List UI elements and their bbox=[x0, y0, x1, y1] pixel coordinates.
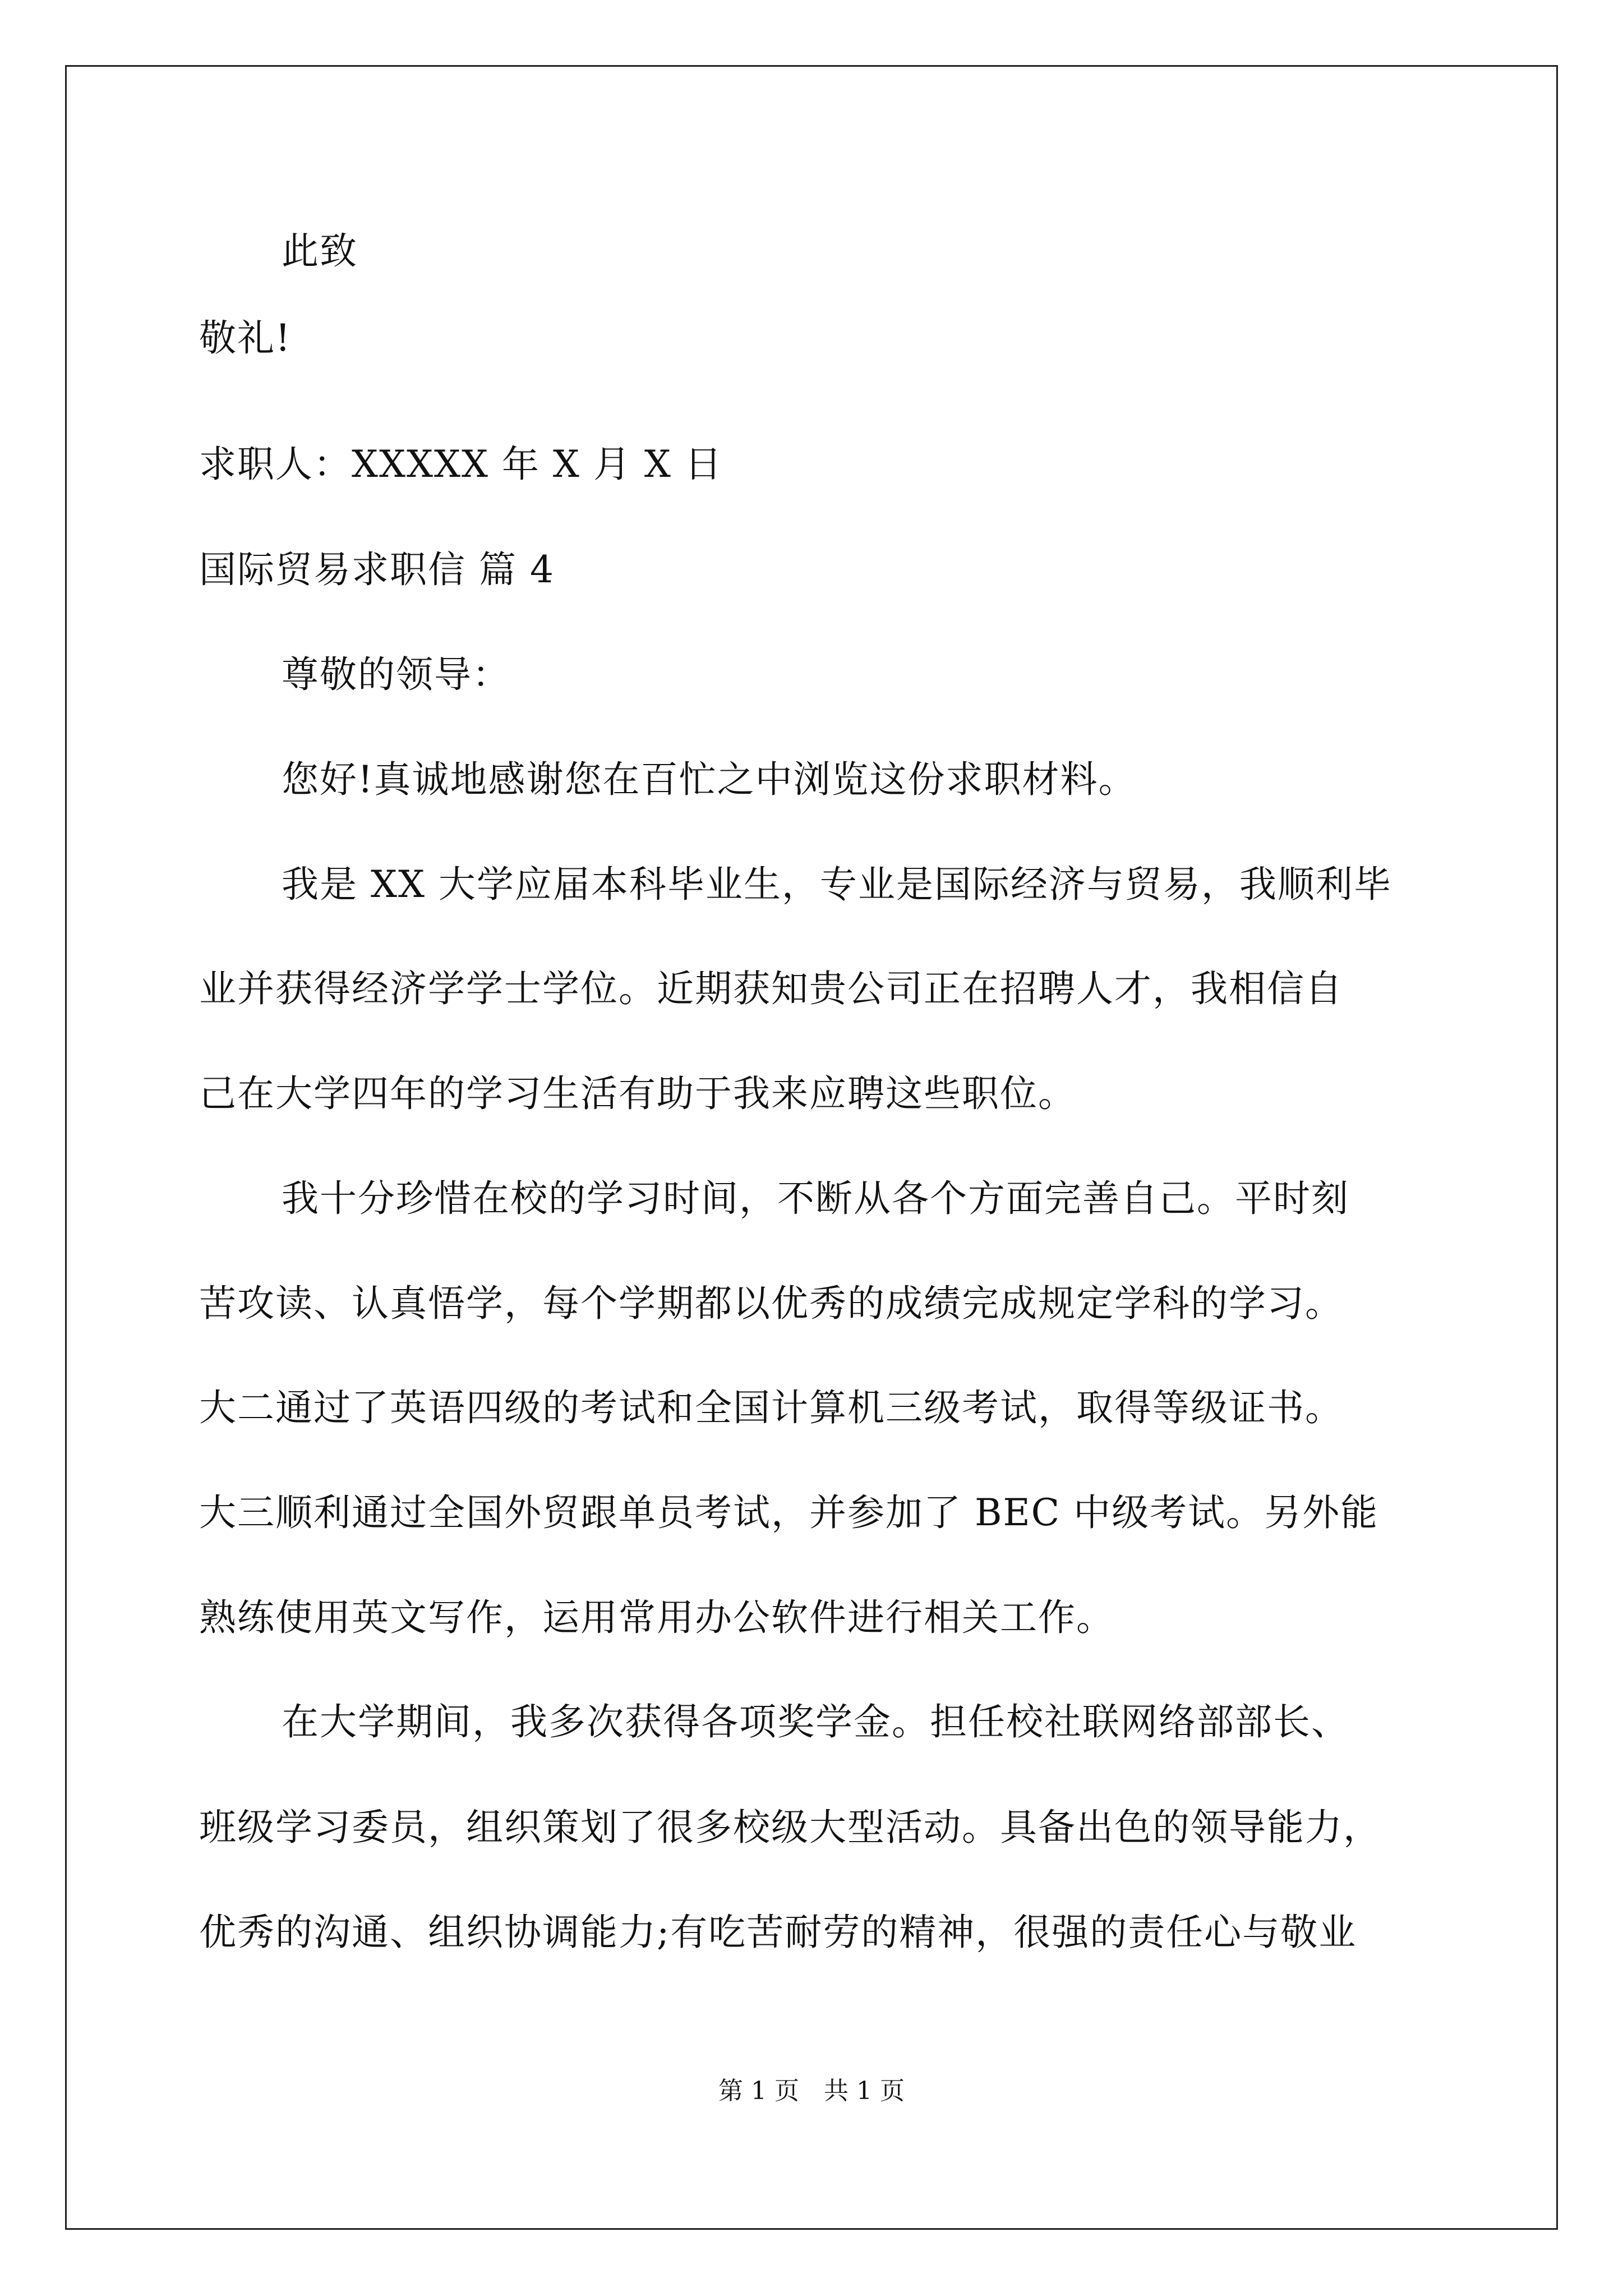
closing-regards: 敬礼! bbox=[199, 316, 292, 360]
page-border bbox=[65, 65, 1558, 2230]
page-number-footer: 第 1 页 共 1 页 bbox=[718, 2077, 905, 2105]
body-line: 我十分珍惜在校的学习时间，不断从各个方面完善自己。平时刻 bbox=[282, 1177, 1349, 1220]
signature-line: 求职人：XXXXX 年 X 月 X 日 bbox=[199, 443, 723, 486]
body-line: 业并获得经济学学士学位。近期获知贵公司正在招聘人才，我相信自 bbox=[199, 967, 1343, 1010]
body-line: 大三顺利通过全国外贸跟单员考试，并参加了 BEC 中级考试。另外能 bbox=[199, 1491, 1379, 1534]
body-line: 苦攻读、认真悟学，每个学期都以优秀的成绩完成规定学科的学习。 bbox=[199, 1282, 1343, 1325]
body-line: 熟练使用英文写作，运用常用办公软件进行相关工作。 bbox=[199, 1596, 1114, 1639]
body-line: 己在大学四年的学习生活有助于我来应聘这些职位。 bbox=[199, 1072, 1076, 1115]
closing-salutation: 此致 bbox=[282, 229, 358, 273]
body-line: 我是 XX 大学应届本科毕业生，专业是国际经济与贸易，我顺利毕 bbox=[282, 863, 1392, 906]
section-heading: 国际贸易求职信 篇 4 bbox=[199, 548, 555, 591]
body-line: 您好!真诚地感谢您在百忙之中浏览这份求职材料。 bbox=[282, 758, 1137, 801]
body-line: 优秀的沟通、组织协调能力;有吃苦耐劳的精神，很强的责任心与敬业 bbox=[199, 1911, 1357, 1954]
greeting: 尊敬的领导： bbox=[282, 653, 510, 696]
body-line: 大二通过了英语四级的考试和全国计算机三级考试，取得等级证书。 bbox=[199, 1386, 1343, 1429]
body-line: 在大学期间，我多次获得各项奖学金。担任校社联网络部部长、 bbox=[282, 1700, 1349, 1743]
body-line: 班级学习委员，组织策划了很多校级大型活动。具备出色的领导能力， bbox=[199, 1806, 1381, 1849]
